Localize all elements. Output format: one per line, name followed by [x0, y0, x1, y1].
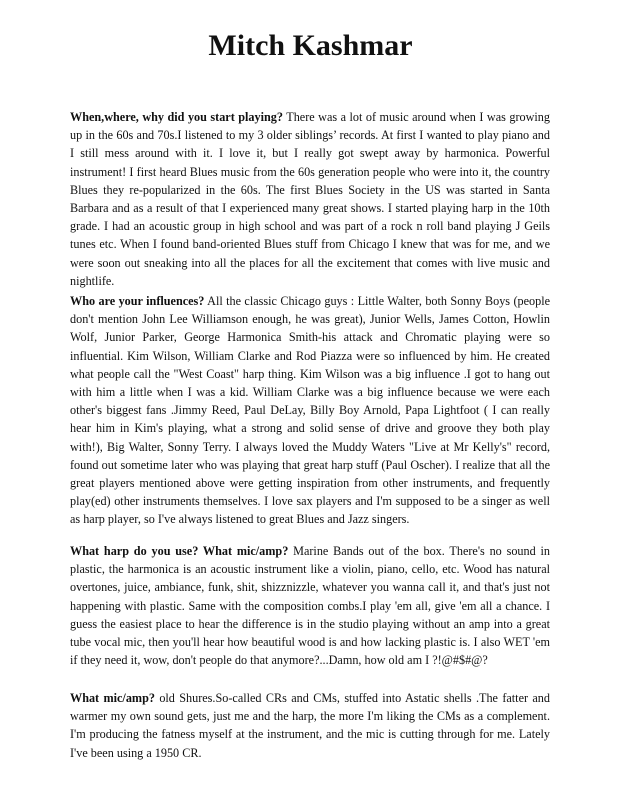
interview-answer: All the classic Chicago guys : Little Walter, both Sonny Boys (people don't mention John Lee Williamson enough, he was great), Junior Wells, James Cotton, Howlin Wolf, Junior Parker, George Harmonica Smith-his attack and Chromatic playing were so influential. Kim Wilson, William Clarke and Rod Piazza were so influenced by him. He created what people call the "West Coast" harp thing. Kim Wilson was a big influence .I got to hang out with him a little when I was a kid. William Clarke was a big influence because we were each other's biggest fans .Jimmy Reed, Paul DeLay, Billy Boy Arnold, Papa Lightfoot ( I can really hear him in Kim's playing, what a strong and solid sense of drive and groove they both play with!), Big Walter, Sonny Terry. I always loved the Muddy Waters "Live at Mr Kelly's" record, found out sometime later who was playing that great harp stuff (Paul Oscher). I realize that all the great players mentioned above were getting inspiration from other instruments, and frequently play(ed) other instruments themselves. I love sax players and I'm supposed to be a singer as well as harp player, so I've always listened to great Blues and Jazz singers. [70, 294, 551, 527]
page-title: Mitch Kashmar [208, 29, 413, 62]
interview-question: What harp do you use? What mic/amp? [70, 544, 289, 558]
interview-paragraph [70, 689, 550, 762]
interview-paragraph [70, 108, 550, 290]
interview-answer: old Shures.So-called CRs and CMs, stuffed into Astatic shells .The fatter and warmer my own sound gets, just me and the harp, the more I'm liking the CMs as a complement. I'm producing the fatness myself at the instrument, and the mic is cutting through for me. Lately I've been using a 1950 CR. [70, 691, 550, 760]
interview-answer: There was a lot of music around when I was growing up in the 60s and 70s.I listened to my 3 older siblings’ records. At first I wanted to play piano and I still mess around with it. I love it, but I really got swept away by harmonica. Powerful instrument! I first heard Blues music from the 60s generation people who were into it, the country Blues they re-popularized in the 60s. The first Blues Society in the US was started in Santa Barbara and as a result of that I experienced many great shows. I started playing harp in the 10th grade. I had an acoustic group in high school and was part of a rock n roll band playing J Geils tunes etc. When I found band-oriented Blues stuff from Chicago I knew that was for me, and we were soon out sneaking into all the places for all the excitement that comes with live music and nightlife. [70, 110, 550, 288]
interview-paragraph [70, 292, 550, 529]
interview-question: Who are your influences? [70, 294, 205, 308]
interview-question: When,where, why did you start playing? [70, 110, 283, 124]
interview-paragraph [70, 542, 550, 669]
interview-answer: Marine Bands out of the box. There's no sound in plastic, the harmonica is an acoustic instrument like a violin, piano, cello, etc. Wood has natural overtones, juice, ambiance, funk, shit, shizznizzle, whatever you wanna call it, and that's just not happening with plastic. Same with the composition combs.I play 'em all, give 'em all a chance. I guess the easiest place to hear the difference is in the studio playing without an amp into a great tube vocal mic, then you'll hear how beautiful wood is and how lacking plastic is. I also WET 'em if they need it, wow, don't people do that anymore?...Damn, how old am I ?!@#$#@? [70, 544, 551, 668]
interview-question: What mic/amp? [70, 691, 155, 705]
